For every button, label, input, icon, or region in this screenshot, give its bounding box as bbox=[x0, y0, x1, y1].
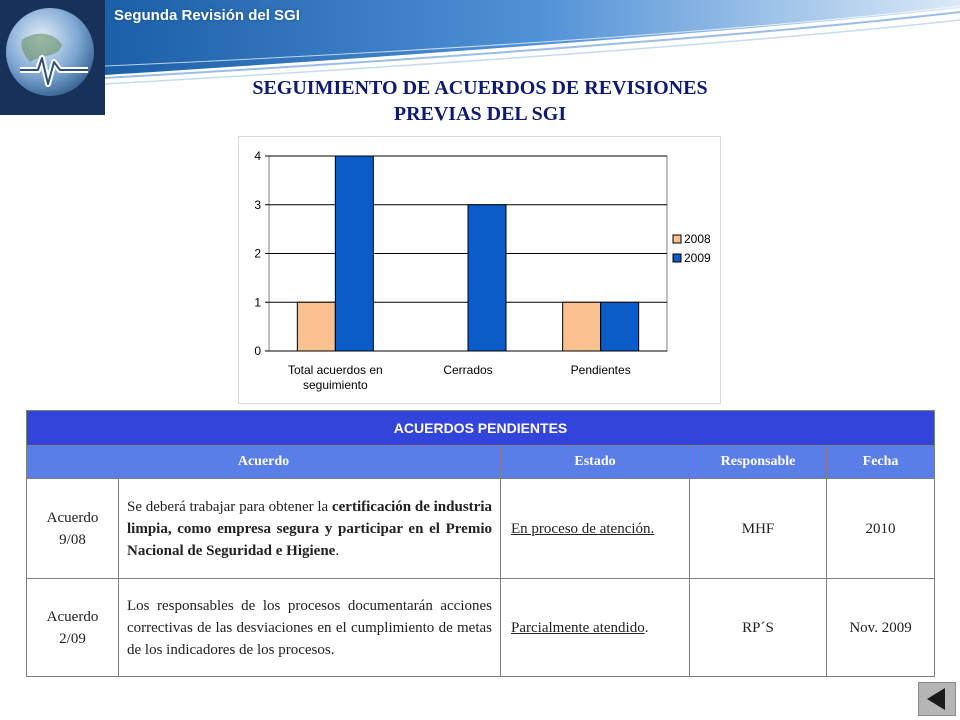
agreement-description-cell bbox=[119, 479, 501, 579]
responsible-cell: RP´S bbox=[690, 579, 827, 677]
pending-agreements-table bbox=[26, 410, 935, 677]
page-title bbox=[0, 75, 960, 127]
page-title-line-2: PREVIAS DEL SGI bbox=[393, 103, 567, 125]
table-row bbox=[27, 479, 935, 579]
status-link[interactable]: En proceso de atención. bbox=[511, 520, 655, 537]
agreement-id-cell bbox=[27, 579, 119, 677]
column-header-estado: Estado bbox=[501, 446, 690, 479]
bar-chart bbox=[238, 136, 721, 404]
bar-2008 bbox=[563, 302, 601, 351]
status-suffix: . bbox=[644, 619, 649, 636]
description-text: . bbox=[335, 542, 340, 559]
page-title-line-1: SEGUIMIENTO DE ACUERDOS DE REVISIONES bbox=[252, 77, 708, 99]
agreement-id-number: 9/08 bbox=[59, 531, 86, 548]
table-header-row bbox=[27, 446, 935, 479]
y-tick-label: 2 bbox=[254, 246, 261, 261]
previous-slide-button[interactable] bbox=[918, 682, 956, 716]
status-link[interactable]: Parcialmente atendido bbox=[511, 619, 645, 636]
x-category-label: Pendientes bbox=[570, 363, 631, 377]
agreement-description-cell bbox=[119, 579, 501, 677]
bar-2009 bbox=[335, 156, 373, 351]
date-cell: Nov. 2009 bbox=[827, 579, 935, 677]
date-cell: 2010 bbox=[827, 479, 935, 579]
description-text: Se deberá trabajar para obtener la bbox=[127, 498, 332, 515]
y-tick-label: 3 bbox=[254, 197, 261, 212]
y-tick-label: 4 bbox=[254, 149, 261, 163]
responsible-cell: MHF bbox=[690, 479, 827, 579]
status-cell bbox=[501, 579, 690, 677]
legend-swatch-2008 bbox=[673, 235, 681, 243]
header-title: Segunda Revisión del SGI bbox=[114, 7, 300, 24]
legend-label: 2009 bbox=[684, 251, 711, 265]
status-cell bbox=[501, 479, 690, 579]
bar-2009 bbox=[601, 302, 639, 351]
table-title: ACUERDOS PENDIENTES bbox=[27, 411, 935, 446]
agreement-id-line: Acuerdo bbox=[46, 509, 99, 526]
table-row bbox=[27, 579, 935, 677]
agreement-id-number: 2/09 bbox=[59, 630, 86, 647]
description-bold-text: certificación de industria limpia, como empresa segura y participar en el Premio Nacional de Seguridad e Higiene bbox=[127, 498, 492, 559]
agreement-id-cell bbox=[27, 479, 119, 579]
agreement-id-line: Acuerdo bbox=[46, 608, 99, 625]
bar-2009 bbox=[468, 205, 506, 351]
column-header-responsable: Responsable bbox=[690, 446, 827, 479]
description-text: Los responsables de los procesos documentarán acciones correctivas de las desviaciones en el cumplimiento de metas de los indicadores de los procesos. bbox=[127, 597, 492, 658]
bar-chart-svg bbox=[239, 137, 720, 403]
column-header-fecha: Fecha bbox=[827, 446, 935, 479]
bar-2008 bbox=[297, 302, 335, 351]
x-category-label: Total acuerdos en bbox=[287, 363, 383, 377]
x-category-label: Cerrados bbox=[443, 363, 493, 377]
y-tick-label: 1 bbox=[254, 295, 261, 310]
x-category-label: seguimiento bbox=[302, 378, 368, 392]
legend-label: 2008 bbox=[684, 232, 711, 246]
triangle-left-icon bbox=[919, 683, 955, 715]
column-header-acuerdo: Acuerdo bbox=[27, 446, 501, 479]
legend-swatch-2009 bbox=[673, 254, 681, 262]
y-tick-label: 0 bbox=[254, 344, 261, 358]
